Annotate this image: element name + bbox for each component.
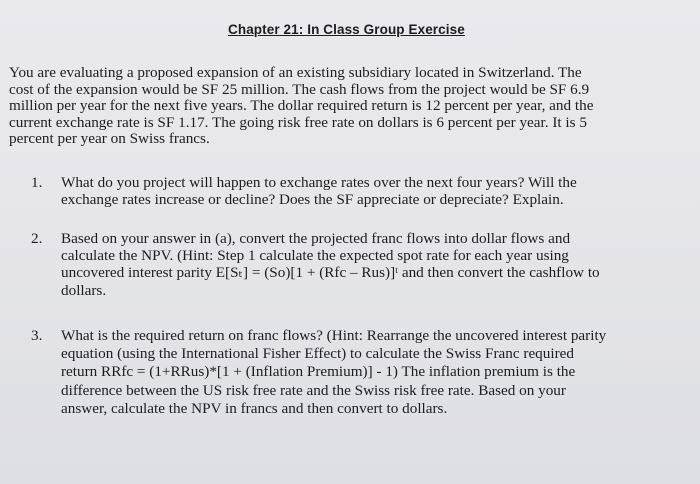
question-line: difference between the US risk free rate and the Swiss risk free rate. Based on your [61,381,566,399]
question-line: exchange rates increase or decline? Does the SF appreciate or depreciate? Explain. [61,191,564,209]
question-line: What is the required return on franc flows? (Hint: Rearrange the uncovered interest parity [61,327,607,344]
question-line: dollars. [61,281,107,299]
question-number: 1. [31,174,43,191]
question-line: answer, calculate the NPV in francs and then convert to dollars. [61,399,448,417]
question-text [61,174,577,208]
question-line: Based on your answer in (a), convert the projected franc flows into dollar flows and [61,230,571,247]
question-line: calculate the NPV. (Hint: Step 1 calculate the expected spot rate for each year using [61,247,569,265]
intro-line: You are evaluating a proposed expansion of an existing subsidiary located in Switzerland. The [9,64,582,81]
intro-line: cost of the expansion would be SF 25 million. The cash flows from the project would be SF 6.9 [9,80,590,98]
question-line: uncovered interest parity E[Sₜ] = (So)[1 + (Rfc – Rus)]ᵗ and then convert the cashflow to [61,264,600,282]
intro-line: percent per year on Swiss francs. [9,130,210,148]
intro-line: million per year for the next five years. The dollar required return is 12 percent per year, and the [9,97,594,115]
page-title: Chapter 21: In Class Group Exercise [228,22,465,37]
question-text [61,327,606,417]
question-number: 2. [31,230,43,247]
question-line: return RRfc = (1+RRus)*[1 + (Inflation Premium)] - 1) The inflation premium is the [61,363,576,381]
question-number: 3. [31,327,43,344]
question-text [61,230,600,299]
question-line: What do you project will happen to exchange rates over the next four years? Will the [61,174,577,191]
intro-paragraph [9,65,669,148]
question-line: equation (using the International Fisher Effect) to calculate the Swiss Franc required [61,345,574,363]
intro-line: current exchange rate is SF 1.17. The going risk free rate on dollars is 6 percent per year. It is 5 [9,113,587,131]
